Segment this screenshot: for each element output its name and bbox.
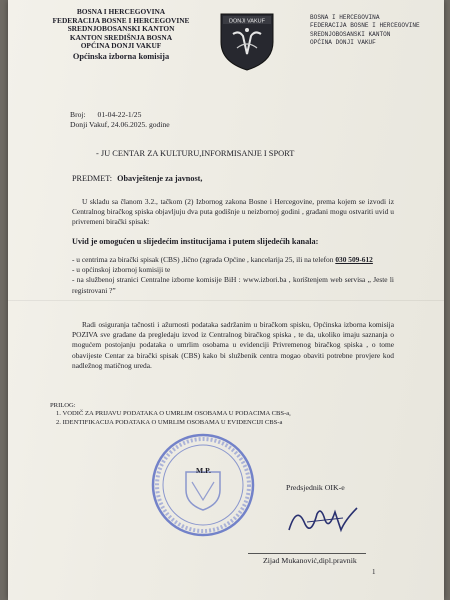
subject-label: PREDMET: bbox=[72, 174, 113, 183]
header-right-line: BOSNA I HERCEGOVINA bbox=[310, 14, 380, 21]
header-right-line: SREDNJOBOSANSKI KANTON bbox=[310, 30, 391, 38]
attachment-item: 2. IDENTIFIKACIJA PODATAKA O UMRLIM OSOBAMA U EVIDENCIJI CBS-a bbox=[56, 418, 283, 426]
attachments bbox=[50, 402, 291, 427]
recipient: - JU CENTAR ZA KULTURU,INFORMISANJE I SPORT bbox=[96, 149, 295, 158]
commission-name: Općinska izborna komisija bbox=[72, 51, 170, 61]
access-heading: Uvid je omogućen u slijedećim institucijama i putem slijedećih kanala: bbox=[72, 237, 319, 246]
header-left-line: FEDERACIJA BOSNE I HERCEGOVINE bbox=[52, 15, 190, 25]
document-date: Donji Vakuf, 24.06.2025. godine bbox=[70, 120, 170, 129]
stamp-label: M.P. bbox=[196, 466, 211, 475]
page-number: 1 bbox=[372, 568, 376, 576]
subject-value: Obavještenje za javnost, bbox=[117, 174, 203, 183]
header-left-line: KANTON SREDIŠNJA BOSNA bbox=[69, 32, 173, 42]
reference-label: Broj: bbox=[70, 110, 86, 119]
access-list bbox=[72, 255, 394, 296]
header-left bbox=[36, 8, 206, 62]
access-item-cbs bbox=[72, 255, 394, 265]
header-left-line: SREDNJOBOSANSKI KANTON bbox=[67, 24, 175, 34]
header-left-line: OPĆINA DONJI VAKUF bbox=[80, 41, 162, 51]
reference-value: 01-04-22-1/25 bbox=[97, 110, 142, 119]
reference-number bbox=[70, 110, 141, 120]
header-right bbox=[310, 14, 428, 48]
access-item-commission: - u općinskoj izbornoj komisiji te bbox=[72, 265, 171, 275]
subject-line bbox=[72, 174, 202, 183]
header-right-line: FEDERACIJA BOSNE I HERCEGOVINE bbox=[310, 22, 420, 30]
attachment-item: 1. VODIČ ZA PRIJAVU PODATAKA O UMRLIM OSOBAMA U PODACIMA CBS-a, bbox=[56, 410, 291, 418]
attachments-label: PRILOG: bbox=[50, 402, 76, 409]
intro-paragraph: U skladu sa članom 3.2., tačkom (2) Izbornog zakona Bosne i Hercegovine, prema kojem se izvodi iz Centralnog biračkog spiska objavljuju dva puta godišnje u neizbornoj godini , građani mogu ostvariti uvid u privremeni birački spisak: bbox=[72, 197, 394, 227]
call-paragraph: Radi osiguranja tačnosti i ažurnosti podataka sadržanim u biračkom spisku, Općinska izborna komisija POZIVA sve građane da pregledaju izvod iz Centralnog biračkog spiska , te da, ukoliko imaju saznanja o mogućem postojanju podataka o umrlim osobama u evidenciji Privremenog biračkog spiska , o tome obavijeste Centar za birački spisak (CBS) kako bi službenik centra mogao obaviti potrebne provjere kod nadležnog matičnog ureda. bbox=[72, 320, 394, 370]
access-item-cbs-text: - u centrima za birački spisak (CBS) ,lično (zgrada Općine , kancelarija 25, ili na telefon bbox=[72, 255, 334, 264]
header-right-line: OPĆINA DONJI VAKUF bbox=[310, 39, 376, 47]
document-page bbox=[8, 0, 444, 600]
signature-line bbox=[248, 553, 366, 554]
municipality-crest-logo bbox=[217, 8, 277, 72]
paper-fold-line bbox=[8, 300, 444, 301]
signatory-name: Zijad Mukanović,dipl.pravnik bbox=[263, 556, 357, 565]
handwritten-signature bbox=[283, 500, 363, 540]
official-stamp bbox=[148, 430, 258, 540]
crest-caption: DONJI VAKUF bbox=[229, 18, 265, 25]
header-left-line: BOSNA I HERCEGOVINA bbox=[76, 7, 166, 16]
access-item-website: - na službenoj stranici Centralne izborne komisije BiH : www.izbori.ba , korištenjem web servisa „ Jeste li registrovani ?” bbox=[72, 275, 394, 295]
signatory-title: Predsjednik OIK-e bbox=[286, 483, 345, 492]
phone-number: 030 509-612 bbox=[335, 255, 373, 264]
